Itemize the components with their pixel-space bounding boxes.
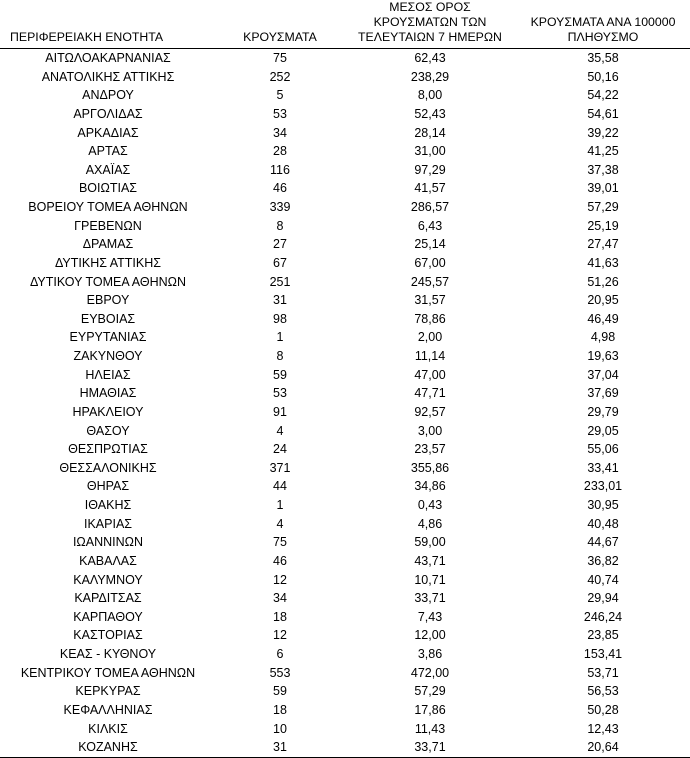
table-row xyxy=(0,310,690,329)
cell-cases: 59 xyxy=(273,367,287,382)
table-row xyxy=(0,198,690,217)
column-header-weekly-average-line2: ΚΡΟΥΣΜΑΤΩΝ ΤΩΝ xyxy=(373,15,487,29)
cell-weekly-average: 67,00 xyxy=(414,255,446,270)
cell-cases: 31 xyxy=(216,738,344,757)
table-row xyxy=(0,682,690,701)
cell-cases-per-100000: 19,63 xyxy=(587,349,619,363)
cell-cases: 12 xyxy=(273,628,287,643)
cell-region: ΘΕΣΠΡΩΤΙΑΣ xyxy=(68,442,148,457)
cell-weekly-average: 57,29 xyxy=(414,684,446,699)
table-row xyxy=(0,626,690,645)
cell-cases-per-100000: 29,05 xyxy=(587,423,619,438)
cell-cases: 67 xyxy=(273,255,287,270)
table-header xyxy=(0,0,690,49)
cell-region: ΗΡΑΚΛΕΙΟΥ xyxy=(72,404,144,419)
cell-weekly-average: 31,57 xyxy=(414,293,446,308)
cell-cases: 31 xyxy=(273,293,287,308)
table-row xyxy=(0,291,690,310)
cell-region: ΑΝΔΡΟΥ xyxy=(82,88,134,103)
cell-weekly-average: 12,00 xyxy=(414,628,446,643)
cell-region: ΕΒΡΟΥ xyxy=(86,293,130,308)
table-row xyxy=(0,384,690,403)
column-header-region: ΠΕΡΙΦΕΡΕΙΑΚΗ ΕΝΟΤΗΤΑ xyxy=(0,0,216,49)
cell-weekly-average: 62,43 xyxy=(414,51,446,65)
cell-weekly-average: 10,71 xyxy=(414,572,446,587)
cell-region: ΕΥΒΟΙΑΣ xyxy=(80,311,136,326)
cell-region: ΚΑΣΤΟΡΙΑΣ xyxy=(73,628,143,643)
table-row xyxy=(0,179,690,198)
cell-cases-per-100000: 4,98 xyxy=(590,330,616,345)
cell-weekly-average: 78,86 xyxy=(414,311,446,326)
cell-region: ΚΕΦΑΛΛΗΝΙΑΣ xyxy=(63,702,153,717)
table-row xyxy=(0,68,690,87)
cell-region: ΑΙΤΩΛΟΑΚΑΡΝΑΝΙΑΣ xyxy=(45,51,171,65)
table-row xyxy=(0,142,690,161)
cell-cases-per-100000: 50,28 xyxy=(587,702,619,717)
cell-cases: 53 xyxy=(273,386,287,401)
cell-cases-per-100000: 40,74 xyxy=(587,572,619,587)
cell-cases-per-100000: 29,79 xyxy=(587,404,619,419)
table-row xyxy=(0,515,690,534)
cell-cases: 98 xyxy=(273,311,287,326)
cell-cases: 339 xyxy=(269,200,291,214)
cell-region: ΑΧΑΪΑΣ xyxy=(85,162,131,177)
column-header-cases-per-100000 xyxy=(516,0,690,49)
table-row xyxy=(0,533,690,552)
cell-weekly-average: 33,71 xyxy=(344,738,516,757)
cell-cases: 34 xyxy=(273,125,287,140)
cell-region: ΘΗΡΑΣ xyxy=(86,479,130,494)
cell-cases: 46 xyxy=(273,181,287,196)
cell-cases: 5 xyxy=(276,88,284,103)
cell-weekly-average: 2,00 xyxy=(417,330,443,345)
cell-weekly-average: 33,71 xyxy=(414,591,446,606)
cell-cases: 28 xyxy=(273,144,287,159)
cell-cases-per-100000: 41,63 xyxy=(587,255,619,270)
table-row xyxy=(0,440,690,459)
cell-cases-per-100000: 20,95 xyxy=(587,293,619,308)
cell-region: ΗΜΑΘΙΑΣ xyxy=(79,386,137,401)
cell-cases: 8 xyxy=(276,218,284,233)
column-header-weekly-average-line1: ΜΕΣΟΣ ΟΡΟΣ xyxy=(389,0,471,14)
cell-weekly-average: 92,57 xyxy=(414,404,446,419)
cell-cases: 371 xyxy=(269,460,291,475)
cell-cases-per-100000: 44,67 xyxy=(587,535,619,550)
cell-weekly-average: 11,14 xyxy=(414,349,446,363)
cell-cases: 34 xyxy=(273,591,287,606)
cell-weekly-average: 97,29 xyxy=(414,162,446,177)
cell-cases-per-100000: 40,48 xyxy=(587,516,619,531)
cell-region: ΘΕΣΣΑΛΟΝΙΚΗΣ xyxy=(59,460,157,475)
table-row xyxy=(0,161,690,180)
table-row xyxy=(0,49,690,68)
cell-weekly-average: 355,86 xyxy=(410,460,450,475)
cell-cases: 53 xyxy=(273,106,287,121)
cell-cases: 44 xyxy=(273,479,287,494)
table-row xyxy=(0,217,690,236)
table-row xyxy=(0,366,690,385)
table-header-row xyxy=(0,0,690,49)
cell-cases-per-100000: 25,19 xyxy=(587,218,619,233)
cell-cases-per-100000: 153,41 xyxy=(583,647,623,661)
column-header-cases: ΚΡΟΥΣΜΑΤΑ xyxy=(216,0,344,49)
cell-region: ΚΑΛΥΜΝΟΥ xyxy=(73,572,143,587)
cell-cases-per-100000: 51,26 xyxy=(587,274,619,289)
cell-weekly-average: 52,43 xyxy=(414,106,446,121)
cell-cases-per-100000: 54,22 xyxy=(587,88,619,103)
cell-region: ΑΡΤΑΣ xyxy=(88,144,128,159)
cell-cases-per-100000: 37,69 xyxy=(587,386,619,401)
column-header-cases-per-100000-line2: ΠΛΗΘΥΣΜΟ xyxy=(567,30,639,44)
cell-weekly-average: 25,14 xyxy=(414,237,446,252)
cell-cases: 4 xyxy=(276,516,284,531)
cell-region: ΙΚΑΡΙΑΣ xyxy=(83,516,133,531)
table-row xyxy=(0,273,690,292)
cell-region: ΑΝΑΤΟΛΙΚΗΣ ΑΤΤΙΚΗΣ xyxy=(41,69,175,84)
cell-weekly-average: 23,57 xyxy=(414,442,446,457)
cell-cases-per-100000: 53,71 xyxy=(587,665,619,680)
cell-cases: 12 xyxy=(273,572,287,587)
cell-region: ΚΑΡΔΙΤΣΑΣ xyxy=(74,591,142,606)
cell-cases-per-100000: 46,49 xyxy=(587,311,619,326)
cell-region: ΘΑΣΟΥ xyxy=(86,423,130,438)
cell-cases-per-100000: 35,58 xyxy=(587,51,619,65)
table-row xyxy=(0,86,690,105)
table-row xyxy=(0,403,690,422)
cell-cases: 1 xyxy=(276,330,284,345)
table-row xyxy=(0,105,690,124)
table-row xyxy=(0,459,690,478)
cell-region: ΙΩΑΝΝΙΝΩΝ xyxy=(72,535,144,550)
cell-region: ΔΥΤΙΚΗΣ ΑΤΤΙΚΗΣ xyxy=(55,255,161,270)
cell-cases: 75 xyxy=(273,51,287,65)
cell-weekly-average: 17,86 xyxy=(414,702,446,717)
cell-cases-per-100000: 29,94 xyxy=(587,591,619,606)
table-row xyxy=(0,552,690,571)
cell-cases: 46 xyxy=(273,553,287,568)
cell-cases: 4 xyxy=(276,423,284,438)
cell-cases-per-100000: 12,43 xyxy=(587,721,619,736)
column-header-weekly-average xyxy=(344,0,516,49)
cell-cases: 75 xyxy=(273,535,287,550)
table-row xyxy=(0,645,690,664)
cell-cases: 24 xyxy=(273,442,287,457)
table-row xyxy=(0,347,690,366)
cell-cases-per-100000: 50,16 xyxy=(587,69,619,84)
cell-region: ΙΘΑΚΗΣ xyxy=(84,498,132,512)
cell-region: ΚΟΖΑΝΗΣ xyxy=(0,738,216,757)
cell-cases-per-100000: 23,85 xyxy=(587,628,619,643)
table-row xyxy=(0,701,690,720)
cell-weekly-average: 41,57 xyxy=(414,181,446,196)
table-row xyxy=(0,571,690,590)
cell-region: ΔΥΤΙΚΟΥ ΤΟΜΕΑ ΑΘΗΝΩΝ xyxy=(29,274,187,289)
cell-region: ΒΟΡΕΙΟΥ ΤΟΜΕΑ ΑΘΗΝΩΝ xyxy=(28,200,188,214)
cell-cases-per-100000: 30,95 xyxy=(587,498,619,512)
table-row xyxy=(0,422,690,441)
cell-region: ΚΙΛΚΙΣ xyxy=(88,721,128,736)
table-row xyxy=(0,589,690,608)
cell-region: ΔΡΑΜΑΣ xyxy=(82,237,134,252)
cell-cases-per-100000: 41,25 xyxy=(587,144,619,159)
cell-cases: 18 xyxy=(273,702,287,717)
column-header-weekly-average-line3: ΤΕΛΕΥΤΑΙΩΝ 7 ΗΜΕΡΩΝ xyxy=(358,30,502,44)
cell-region: ΖΑΚΥΝΘΟΥ xyxy=(73,349,143,363)
table-body xyxy=(0,49,690,758)
cell-cases-per-100000: 37,38 xyxy=(587,162,619,177)
table-row xyxy=(0,254,690,273)
cell-cases-per-100000: 54,61 xyxy=(587,106,619,121)
table-row xyxy=(0,664,690,683)
cell-region: ΗΛΕΙΑΣ xyxy=(85,367,131,382)
cell-cases: 91 xyxy=(273,404,287,419)
cell-cases: 116 xyxy=(270,162,290,177)
cell-cases-per-100000: 57,29 xyxy=(587,200,619,214)
cell-cases-per-100000: 246,24 xyxy=(583,609,623,624)
cell-cases: 8 xyxy=(276,349,284,363)
cell-weekly-average: 34,86 xyxy=(414,479,446,494)
table-row xyxy=(0,608,690,627)
cell-weekly-average: 0,43 xyxy=(417,498,443,512)
cell-region: ΚΕΑΣ - ΚΥΘΝΟΥ xyxy=(59,647,157,661)
cell-region: ΑΡΚΑΔΙΑΣ xyxy=(77,125,139,140)
table-row xyxy=(0,738,690,757)
table-row xyxy=(0,235,690,254)
cell-region: ΚΑΒΑΛΑΣ xyxy=(79,553,137,568)
column-header-cases-per-100000-line1: ΚΡΟΥΣΜΑΤΑ ΑΝΑ 100000 xyxy=(530,15,676,29)
cell-weekly-average: 28,14 xyxy=(414,125,446,140)
cell-weekly-average: 47,00 xyxy=(414,367,446,382)
cell-cases-per-100000: 33,41 xyxy=(587,460,619,475)
cell-cases: 6 xyxy=(276,647,284,661)
table-row xyxy=(0,328,690,347)
table-row xyxy=(0,496,690,515)
cell-cases-per-100000: 55,06 xyxy=(587,442,619,457)
cell-cases-per-100000: 27,47 xyxy=(587,237,619,252)
cell-weekly-average: 59,00 xyxy=(414,535,446,550)
cell-cases: 10 xyxy=(273,721,287,736)
table-row xyxy=(0,477,690,496)
cell-region: ΚΕΡΚΥΡΑΣ xyxy=(75,684,141,699)
cell-cases: 1 xyxy=(276,498,284,512)
cell-weekly-average: 3,00 xyxy=(417,423,443,438)
cell-weekly-average: 8,00 xyxy=(417,88,443,103)
table-row xyxy=(0,720,690,739)
cell-cases-per-100000: 39,01 xyxy=(587,181,619,196)
cell-weekly-average: 286,57 xyxy=(410,200,450,214)
cell-cases-per-100000: 20,64 xyxy=(516,738,690,757)
cell-region: ΚΑΡΠΑΘΟΥ xyxy=(73,609,143,624)
cell-weekly-average: 4,86 xyxy=(417,516,443,531)
cell-weekly-average: 43,71 xyxy=(414,553,446,568)
cell-cases: 18 xyxy=(273,609,287,624)
cell-region: ΒΟΙΩΤΙΑΣ xyxy=(78,181,138,196)
cell-cases-per-100000: 36,82 xyxy=(587,553,619,568)
cell-cases-per-100000: 56,53 xyxy=(587,684,619,699)
cell-weekly-average: 6,43 xyxy=(417,218,443,233)
cell-cases-per-100000: 39,22 xyxy=(587,125,619,140)
cell-weekly-average: 3,86 xyxy=(417,647,443,661)
cell-region: ΓΡΕΒΕΝΩΝ xyxy=(74,218,142,233)
cell-weekly-average: 11,43 xyxy=(414,721,446,736)
cell-weekly-average: 47,71 xyxy=(414,386,446,401)
cell-region: ΕΥΡΥΤΑΝΙΑΣ xyxy=(69,330,147,345)
cell-cases-per-100000: 233,01 xyxy=(583,479,623,494)
cell-cases: 27 xyxy=(273,237,287,252)
cell-region: ΑΡΓΟΛΙΔΑΣ xyxy=(73,106,143,121)
cell-region: ΚΕΝΤΡΙΚΟΥ ΤΟΜΕΑ ΑΘΗΝΩΝ xyxy=(20,665,196,680)
cell-weekly-average: 7,43 xyxy=(417,609,443,624)
cell-weekly-average: 245,57 xyxy=(410,274,450,289)
cell-weekly-average: 238,29 xyxy=(410,69,450,84)
cell-cases: 59 xyxy=(273,684,287,699)
cell-cases: 553 xyxy=(269,665,291,680)
cell-cases-per-100000: 37,04 xyxy=(587,367,619,382)
cell-cases: 251 xyxy=(269,274,291,289)
cell-weekly-average: 31,00 xyxy=(414,144,446,159)
cell-cases: 252 xyxy=(269,69,291,84)
table-row xyxy=(0,124,690,143)
cell-weekly-average: 472,00 xyxy=(410,665,450,680)
